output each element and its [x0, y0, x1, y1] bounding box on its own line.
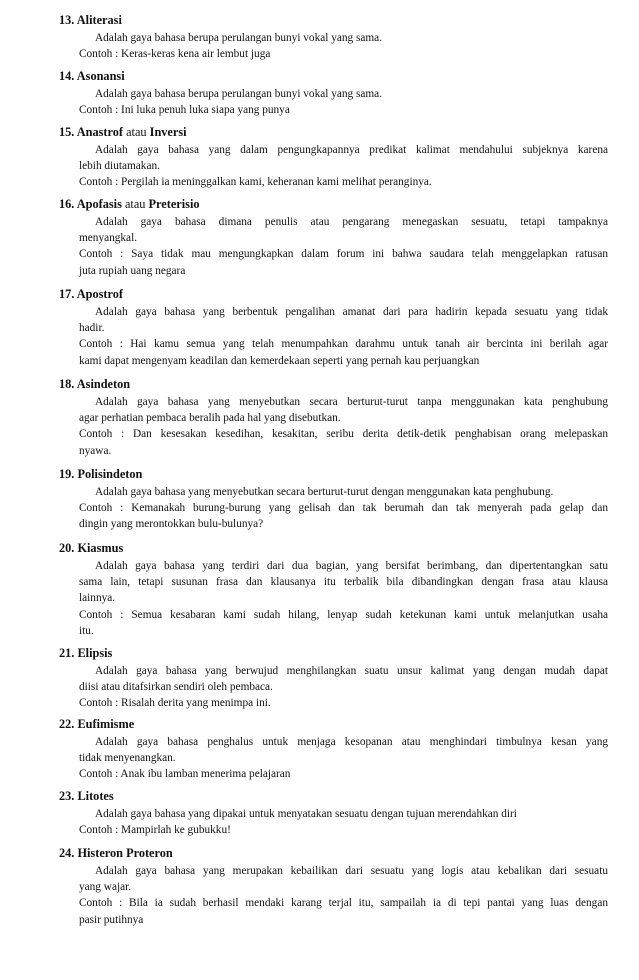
definition-line: Adalah gaya bahasa yang terdiri dari dua bagian, yang bersifat berimbang, dan dipertentangkan satu: [95, 560, 608, 572]
definition-line: tidak menyenangkan.: [79, 752, 176, 765]
example-line: Contoh : Semua kesabaran kami sudah hilang, lenyap sudah ketekunan kami untuk melanjutkan usaha: [79, 608, 608, 621]
entry-number: 20.: [59, 541, 78, 555]
definition-line: itu.: [79, 624, 94, 637]
definition-line: Adalah gaya bahasa yang merupakan kebailikan dari sesuatu yang logis atau kebalikan dari sesuatu: [95, 865, 608, 877]
entry-heading: [59, 540, 123, 556]
example-line: Contoh : Kemanakah burung-burung yang gelisah dan tak berumah dan tak menyerah pada gelap dan: [79, 502, 608, 515]
term-name: Litotes: [77, 789, 114, 803]
definition-line: Adalah gaya bahasa yang dalam pengungkapannya predikat kalimat mendahului subjeknya karena: [95, 144, 608, 156]
term-connector: atau: [121, 197, 149, 211]
definition-line: diisi atau ditafsirkan sendiri oleh pembaca.: [79, 681, 273, 694]
term-name: Asindeton: [76, 377, 131, 391]
example-line: Contoh : Dan kesesakan kesedihan, kesakitan, seribu derita detik-detik penghabisan orang melepaskan: [79, 428, 608, 441]
term-name: Histeron Proteron: [77, 846, 173, 860]
entry-heading: [59, 376, 130, 392]
entry-heading: [59, 466, 142, 482]
term-name: Preterisio: [148, 197, 200, 211]
entry-heading: [59, 68, 125, 84]
entry-heading: [59, 645, 112, 661]
definition-line: hadir.: [79, 322, 105, 335]
entry-number: 21.: [59, 646, 78, 660]
definition-line: menyangkal.: [79, 232, 138, 245]
term-name: Eufimisme: [77, 717, 135, 731]
example-line: Contoh : Ini luka penuh luka siapa yang punya: [79, 104, 290, 117]
entry-heading: [59, 12, 122, 28]
definition-line: juta rupiah uang negara: [79, 264, 186, 277]
entry-heading: [59, 286, 123, 302]
entry-number: 18.: [59, 377, 77, 391]
term-name: Apostrof: [76, 287, 124, 301]
definition-line: sama lain, tetapi susunan frasa dan klausanya itu terbalik bila dibandingkan dengan frasa atau klausa: [79, 576, 608, 589]
definition-line: agar perhatian pembaca beralih pada hal yang disebutkan.: [79, 412, 341, 425]
example-line: Contoh : Pergilah ia meninggalkan kami, keheranan kami melihat peranginya.: [79, 176, 432, 189]
entry-heading: [59, 716, 134, 732]
example-line: Contoh : Bila ia sudah berhasil mendaki karang terjal itu, sampailah ia di tepi pantai yang luas dengan: [79, 897, 608, 910]
entry-number: 17.: [59, 287, 77, 301]
term-name: Aliterasi: [76, 13, 122, 27]
example-line: Contoh : Hai kamu semua yang telah menumpahkan darahmu untuk tanah air bercinta ini berilah agar: [79, 338, 608, 351]
definition-line: Adalah gaya bahasa berupa perulangan bunyi vokal yang sama.: [95, 32, 383, 44]
entry-number: 13.: [59, 13, 77, 27]
term-name: Anastrof: [76, 125, 124, 139]
term-name: Inversi: [149, 125, 187, 139]
definition-line: Adalah gaya bahasa yang menyebutkan secara berturut-turut tanpa menggunakan kata penghubung: [95, 396, 608, 408]
definition-line: pasir putihnya: [79, 913, 144, 926]
example-line: Contoh : Mampirlah ke gubukku!: [79, 824, 231, 837]
definition-line: lebih diutamakan.: [79, 160, 160, 173]
term-name: Elipsis: [77, 646, 113, 660]
term-name: Apofasis: [76, 197, 122, 211]
definition-line: kami dapat mengenyam keadilan dan kemerdekaan seperti yang pernah kau perjuangkan: [79, 354, 480, 367]
definition-line: lainnya.: [79, 592, 116, 605]
term-name: Kiasmus: [77, 541, 124, 555]
entry-heading: [59, 788, 114, 804]
definition-line: Adalah gaya bahasa dimana penulis atau pengarang menegaskan sesuatu, tetapi tampaknya: [95, 216, 608, 228]
entry-number: 19.: [59, 467, 78, 481]
entry-heading: [59, 124, 187, 140]
example-line: Contoh : Keras-keras kena air lembut juga: [79, 48, 271, 61]
term-name: Asonansi: [76, 69, 125, 83]
example-line: Contoh : Anak ibu lamban menerima pelajaran: [79, 768, 291, 781]
entry-number: 22.: [59, 717, 78, 731]
entry-number: 15.: [59, 125, 77, 139]
term-name: Polisindeton: [77, 467, 143, 481]
definition-line: Adalah gaya bahasa penghalus untuk menjaga kesopanan atau menghindari timbulnya kesan yang: [95, 736, 608, 748]
definition-line: nyawa.: [79, 444, 112, 457]
entry-number: 23.: [59, 789, 78, 803]
example-line: Contoh : Saya tidak mau mengungkapkan dalam forum ini bahwa saudara telah menggelapkan ratusan: [79, 248, 608, 261]
entry-number: 16.: [59, 197, 77, 211]
entry-number: 14.: [59, 69, 77, 83]
entry-heading: [59, 845, 173, 861]
definition-line: Adalah gaya bahasa berupa perulangan bunyi vokal yang sama.: [95, 88, 383, 100]
entry-number: 24.: [59, 846, 78, 860]
definition-line: dingin yang merontokkan bulu-bulunya?: [79, 518, 264, 531]
term-connector: atau: [123, 125, 150, 139]
example-line: Contoh : Risalah derita yang menimpa ini.: [79, 697, 271, 710]
definition-line: Adalah gaya bahasa yang menyebutkan secara berturut-turut dengan menggunakan kata penghubung.: [95, 486, 554, 498]
definition-line: yang wajar.: [79, 881, 132, 894]
definition-line: Adalah gaya bahasa yang berbentuk pengalihan amanat dari para hadirin kepada sesuatu yang tidak: [95, 306, 608, 318]
entry-heading: [59, 196, 200, 212]
definition-line: Adalah gaya bahasa yang berwujud menghilangkan suatu unsur kalimat yang dengan mudah dapat: [95, 665, 608, 677]
definition-line: Adalah gaya bahasa yang dipakai untuk menyatakan sesuatu dengan tujuan merendahkan diri: [95, 808, 517, 820]
